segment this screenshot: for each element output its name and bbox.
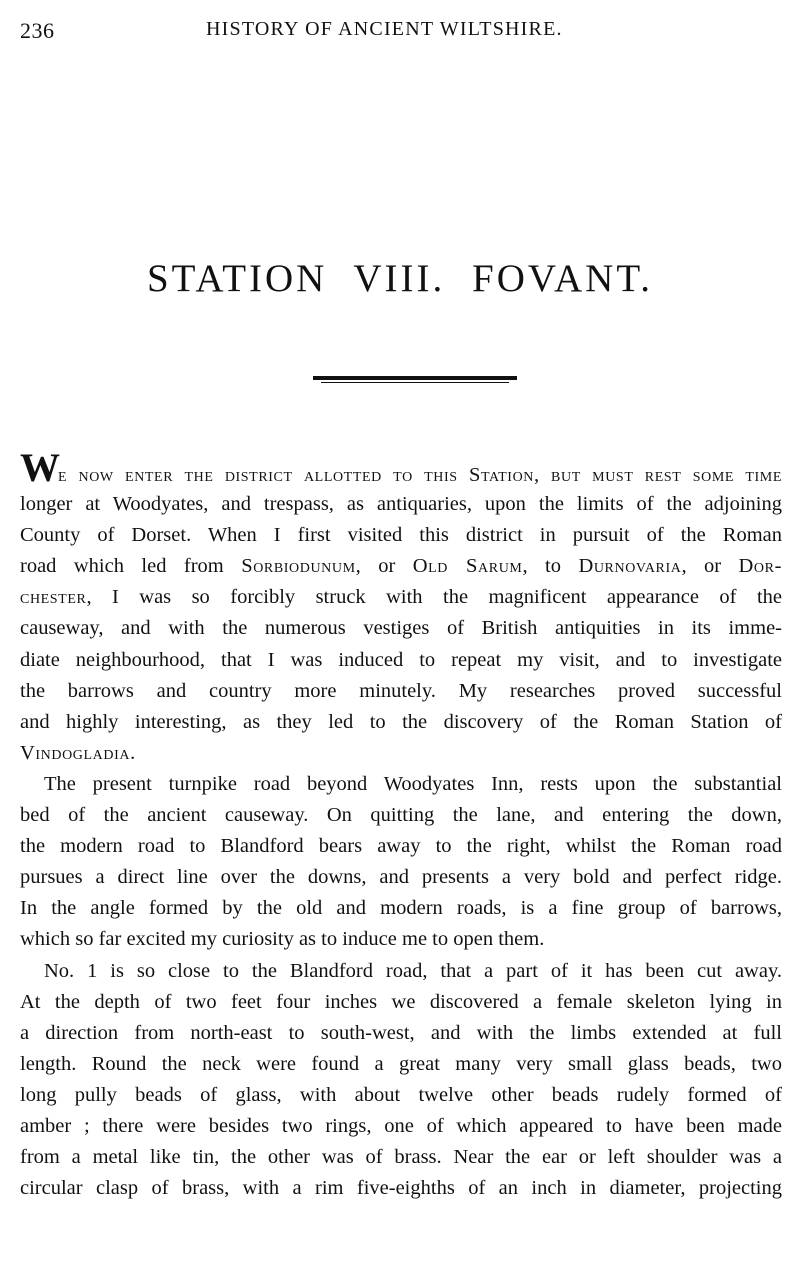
text-line: causeway, and with the numerous vestiges of British antiquities in its imme- — [20, 617, 782, 640]
page-number: 236 — [20, 18, 55, 43]
text-line — [20, 445, 782, 490]
text-line: which so far excited my curiosity as to induce me to open them. — [20, 928, 545, 951]
text-line: In the angle formed by the old and modern roads, is a fine group of barrows, — [20, 897, 782, 920]
text-line: longer at Woodyates, and trespass, as antiquaries, upon the limits of the adjoining — [20, 493, 782, 516]
text-line — [20, 738, 782, 769]
text-line: pursues a direct line over the downs, and presents a very bold and perfect ridge. — [20, 866, 782, 889]
running-head — [20, 18, 782, 48]
line-text: road which led from — [20, 555, 242, 578]
drop-cap: W — [20, 445, 58, 490]
text-line: length. Round the neck were found a great many very small glass beads, two — [20, 1052, 782, 1075]
text-line: from a metal like tin, the other was of brass. Near the ear or left shoulder was a — [20, 1146, 782, 1169]
text-line: the modern road to Blandford bears away to the right, whilst the Roman road — [20, 835, 782, 858]
text-line: a direction from north-east to south-west, and with the limbs extended at full — [20, 1021, 782, 1044]
place-name-sorbiodunum: Sorbiodunum — [241, 555, 356, 578]
line-text: , to — [522, 555, 579, 578]
text-line: The present turnpike road beyond Woodyates Inn, rests upon the substantial — [44, 772, 782, 795]
place-name-dorchester-start: Dor- — [738, 555, 783, 578]
chapter-title: STATION VIII. FOVANT. — [146, 257, 654, 300]
ornamental-rule — [313, 376, 517, 384]
line-text: , I was so forcibly struck with the magnificent appearance of the — [86, 586, 782, 609]
place-name-durnovaria: Durnovaria — [578, 555, 682, 578]
place-name-dorchester-end: chester — [20, 586, 87, 609]
line-text: . — [130, 741, 136, 764]
text-line: circular clasp of brass, with a rim five-eighths of an inch in diameter, projecting — [20, 1177, 782, 1200]
text-line: long pully beads of glass, with about twelve other beads rudely formed of — [20, 1083, 782, 1106]
text-line: No. 1 is so close to the Blandford road, that a part of it has been cut away. — [44, 959, 782, 982]
text-line: diate neighbourhood, that I was induced to repeat my visit, and to investigate — [20, 648, 782, 671]
place-name-old-sarum: Old Sarum — [412, 555, 523, 578]
text-line: County of Dorset. When I first visited this district in pursuit of the Roman — [20, 524, 782, 547]
line-text: e now enter the district allotted to this Station, but must rest some time — [58, 464, 782, 486]
place-name-vindogladia: Vindogladia — [20, 741, 131, 764]
line-text: , or — [355, 555, 413, 578]
line-text: , or — [681, 555, 739, 578]
text-line: the barrows and country more minutely. My researches proved successful — [20, 679, 782, 702]
text-line: At the depth of two feet four inches we discovered a female skeleton lying in — [20, 990, 782, 1013]
text-line: bed of the ancient causeway. On quitting the lane, and entering the down, — [20, 804, 782, 827]
text-line: amber ; there were besides two rings, one of which appeared to have been made — [20, 1114, 782, 1137]
running-title: HISTORY OF ANCIENT WILTSHIRE. — [206, 18, 563, 40]
text-line: and highly interesting, as they led to the discovery of the Roman Station of — [20, 710, 782, 733]
rule-thin-line — [321, 382, 509, 383]
rule-thick-line — [313, 376, 517, 380]
body-text — [20, 445, 783, 1204]
text-line — [20, 582, 782, 613]
text-line — [20, 551, 782, 582]
